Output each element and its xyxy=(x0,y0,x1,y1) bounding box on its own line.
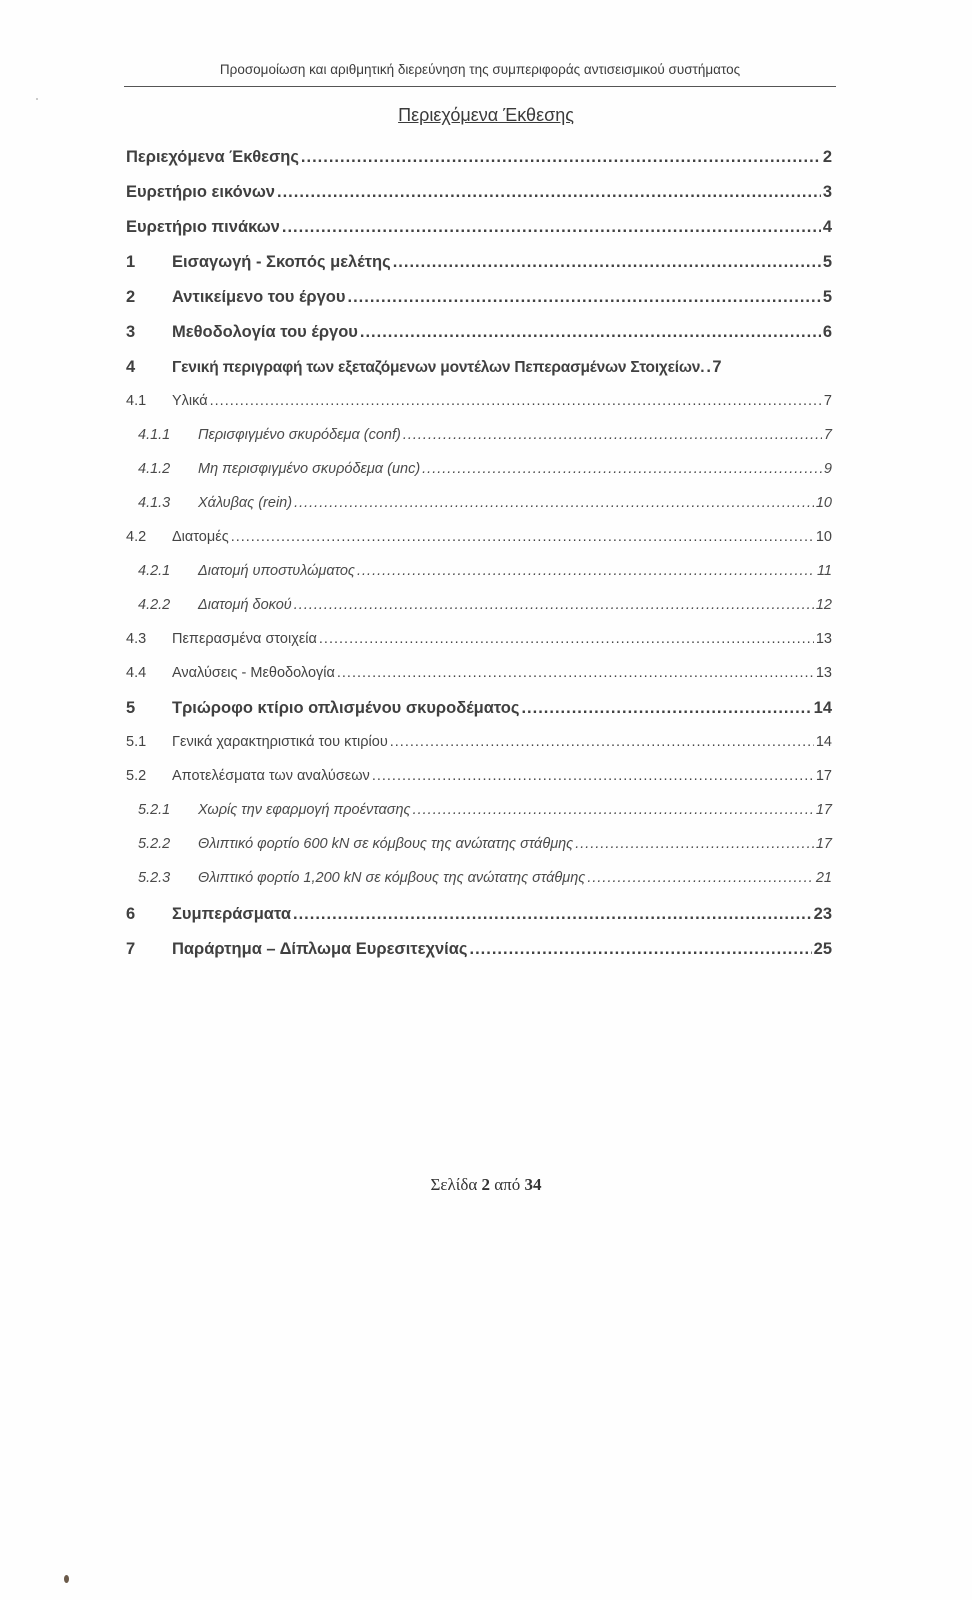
toc-entry-page: 13 xyxy=(815,665,832,681)
toc-entry-number: 5.1 xyxy=(126,734,147,750)
toc-entry-title: Θλιπτικό φορτίο 600 kN σε κόμβους της ανώτατης στάθμης xyxy=(198,836,574,852)
toc-entry-number: 5.2.1 xyxy=(138,802,171,818)
toc-entry-page: 14 xyxy=(813,699,832,717)
toc-leader-dots xyxy=(360,323,821,342)
toc-entry[interactable] xyxy=(126,802,832,824)
toc-entry-title: Θλιπτικό φορτίο 1,200 kN σε κόμβους της ανώτατης στάθμης xyxy=(198,870,586,886)
toc-leader-dots xyxy=(403,427,822,443)
page-footer xyxy=(0,1175,972,1195)
footer-of: από xyxy=(494,1175,521,1194)
toc-entry[interactable] xyxy=(126,323,832,345)
toc-entry-number: 4 xyxy=(126,358,135,376)
toc-entry-number: 1 xyxy=(126,253,136,271)
toc-entry[interactable] xyxy=(126,288,832,310)
toc-entry-number: 4.4 xyxy=(126,665,147,681)
toc-leader-dots xyxy=(357,563,815,579)
toc-entry-number: 5.2 xyxy=(126,768,147,784)
toc-entry[interactable] xyxy=(126,768,832,790)
toc-entry[interactable] xyxy=(126,665,832,687)
toc-leader-dots xyxy=(372,768,814,784)
toc-entry[interactable] xyxy=(126,870,832,892)
toc-entry[interactable] xyxy=(126,940,832,962)
toc-entry-title: Ευρετήριο εικόνων xyxy=(126,183,275,201)
toc-entry-number: 4.2 xyxy=(126,529,147,545)
toc-entry-number: 7 xyxy=(126,940,136,958)
toc-entry[interactable] xyxy=(126,563,832,585)
toc-leader-dots xyxy=(282,218,821,237)
toc-entry-number: 4.1.2 xyxy=(138,461,171,477)
toc-entry[interactable] xyxy=(126,427,832,449)
toc-entry-number: 4.2.1 xyxy=(138,563,171,579)
toc-entry-page: 3 xyxy=(822,183,832,201)
toc-entry-title: Συμπεράσματα xyxy=(172,905,291,923)
toc-entry[interactable] xyxy=(126,218,832,240)
toc-leader-dots xyxy=(231,529,814,545)
toc-entry-page: 7 xyxy=(823,427,832,443)
toc-leader-dots xyxy=(319,631,814,647)
toc-entry-title: Ευρετήριο πινάκων xyxy=(126,218,280,236)
toc-entry-page: 10 xyxy=(815,529,832,545)
toc-entry-page: 17 xyxy=(815,836,832,852)
toc-leader-dots xyxy=(469,940,811,959)
toc-leader-dots xyxy=(413,802,814,818)
toc-entry[interactable] xyxy=(126,836,832,858)
toc-entry-page: 17 xyxy=(815,802,832,818)
toc-entry-number: 5.2.2 xyxy=(138,836,171,852)
toc-entry-page: 7 xyxy=(712,358,722,376)
toc-leader-dots xyxy=(587,870,814,886)
footer-label: Σελίδα xyxy=(430,1175,478,1194)
toc-leader-dots xyxy=(337,665,814,681)
toc-entry-page: 23 xyxy=(813,905,832,923)
toc-entry-page: 9 xyxy=(823,461,832,477)
toc-entry-number: 4.3 xyxy=(126,631,147,647)
toc-entry-title: Διατομή υποστυλώματος xyxy=(198,563,355,579)
toc-entry-number: 5.2.3 xyxy=(138,870,171,886)
toc-entry-title: Πεπερασμένα στοιχεία xyxy=(172,631,317,647)
toc-entry-title: Χάλυβας (rein) xyxy=(198,495,293,511)
toc-entry[interactable] xyxy=(126,699,832,721)
toc-leader-dots xyxy=(348,288,821,307)
toc-leader-dots xyxy=(706,358,710,377)
toc-entry[interactable] xyxy=(126,253,832,275)
toc-entry-page: 21 xyxy=(815,870,832,886)
toc-entry-page: 10 xyxy=(815,495,832,511)
toc-entry-title: Μη περισφιγμένο σκυρόδεμα (unc) xyxy=(198,461,421,477)
toc-entry-title: Αποτελέσματα των αναλύσεων xyxy=(172,768,370,784)
toc-entry[interactable] xyxy=(126,148,832,170)
toc-entry-number: 4.1 xyxy=(126,393,147,409)
toc-entry-page: 12 xyxy=(815,597,832,613)
toc-entry[interactable] xyxy=(126,734,832,756)
footer-page-number: 2 xyxy=(481,1175,491,1194)
scan-speck xyxy=(64,1575,69,1583)
toc-leader-dots xyxy=(210,393,822,409)
toc-leader-dots xyxy=(277,183,821,202)
toc-entry-page: 5 xyxy=(822,288,832,306)
toc-leader-dots xyxy=(294,597,814,613)
toc-entry-number: 5 xyxy=(126,699,136,717)
toc-entry[interactable] xyxy=(126,495,832,517)
toc-entry-title: Μεθοδολογία του έργου xyxy=(172,323,358,341)
footer-total-pages: 34 xyxy=(524,1175,542,1194)
toc-entry-number: 4.1.3 xyxy=(138,495,171,511)
toc-leader-dots xyxy=(294,495,814,511)
toc-entry-title: Υλικά xyxy=(172,393,208,409)
toc-entry-title: Εισαγωγή - Σκοπός μελέτης xyxy=(172,253,391,271)
toc-entry[interactable] xyxy=(126,631,832,653)
toc-leader-dots xyxy=(521,699,811,718)
toc-entry-title: Περισφιγμένο σκυρόδεμα (conf) xyxy=(198,427,401,443)
toc-entry-title: Αναλύσεις - Μεθοδολογία xyxy=(172,665,335,681)
toc-entry-page: 6 xyxy=(822,323,832,341)
toc-entry-page: 13 xyxy=(815,631,832,647)
toc-entry-title: Χωρίς την εφαρμογή προέντασης xyxy=(198,802,411,818)
toc-entry-number: 6 xyxy=(126,905,136,923)
toc-entry[interactable] xyxy=(126,183,832,205)
toc-leader-dots xyxy=(422,461,822,477)
toc-entry-page: 25 xyxy=(813,940,832,958)
toc-entry-number: 4.2.2 xyxy=(138,597,171,613)
toc-entry-number: 3 xyxy=(126,323,136,341)
toc-entry-title: Διατομές xyxy=(172,529,229,545)
toc-leader-dots xyxy=(575,836,814,852)
toc-entry-title: Τριώροφο κτίριο οπλισμένου σκυροδέματος xyxy=(172,699,520,717)
toc-entry-page: 5 xyxy=(822,253,832,271)
toc-entry-title: Γενικά χαρακτηριστικά του κτιρίου xyxy=(172,734,388,750)
toc-entry-page: 7 xyxy=(823,393,832,409)
toc-leader-dots xyxy=(390,734,814,750)
toc-entry-number: 2 xyxy=(126,288,136,306)
toc-entry[interactable] xyxy=(126,393,832,415)
toc-leader-dots xyxy=(301,148,821,167)
toc-entry-number: 4.1.1 xyxy=(138,427,171,443)
toc-title: Περιεχόμενα Έκθεσης xyxy=(398,105,574,125)
toc-entry-title: Παράρτημα – Δίπλωμα Ευρεσιτεχνίας xyxy=(172,940,468,958)
toc-entry[interactable] xyxy=(126,597,832,619)
toc-entry[interactable] xyxy=(126,905,832,927)
toc-leader-dots xyxy=(293,905,812,924)
toc-entry-title: Περιεχόμενα Έκθεσης xyxy=(126,148,299,166)
toc-entry-page: 11 xyxy=(816,563,832,579)
toc-entry-page: 2 xyxy=(822,148,832,166)
running-header: Προσομοίωση και αριθμητική διερεύνηση της συμπεριφοράς αντισεισμικού συστήματος xyxy=(124,62,836,87)
toc-entry-page: 14 xyxy=(815,734,832,750)
toc-entry-title: Διατομή δοκού xyxy=(198,597,292,613)
toc-entry[interactable] xyxy=(126,358,832,380)
toc-entry-page: 17 xyxy=(815,768,832,784)
toc-entry-page: 4 xyxy=(822,218,832,236)
toc-leader-dots xyxy=(393,253,821,272)
toc-entry-title: Αντικείμενο του έργου xyxy=(172,288,346,306)
toc-entry[interactable] xyxy=(126,529,832,551)
scan-speck xyxy=(36,98,38,100)
toc-entry-title: Γενική περιγραφή των εξεταζόμενων μοντέλων Πεπερασμένων Στοιχείων. xyxy=(172,359,705,376)
toc-entry[interactable] xyxy=(126,461,832,483)
